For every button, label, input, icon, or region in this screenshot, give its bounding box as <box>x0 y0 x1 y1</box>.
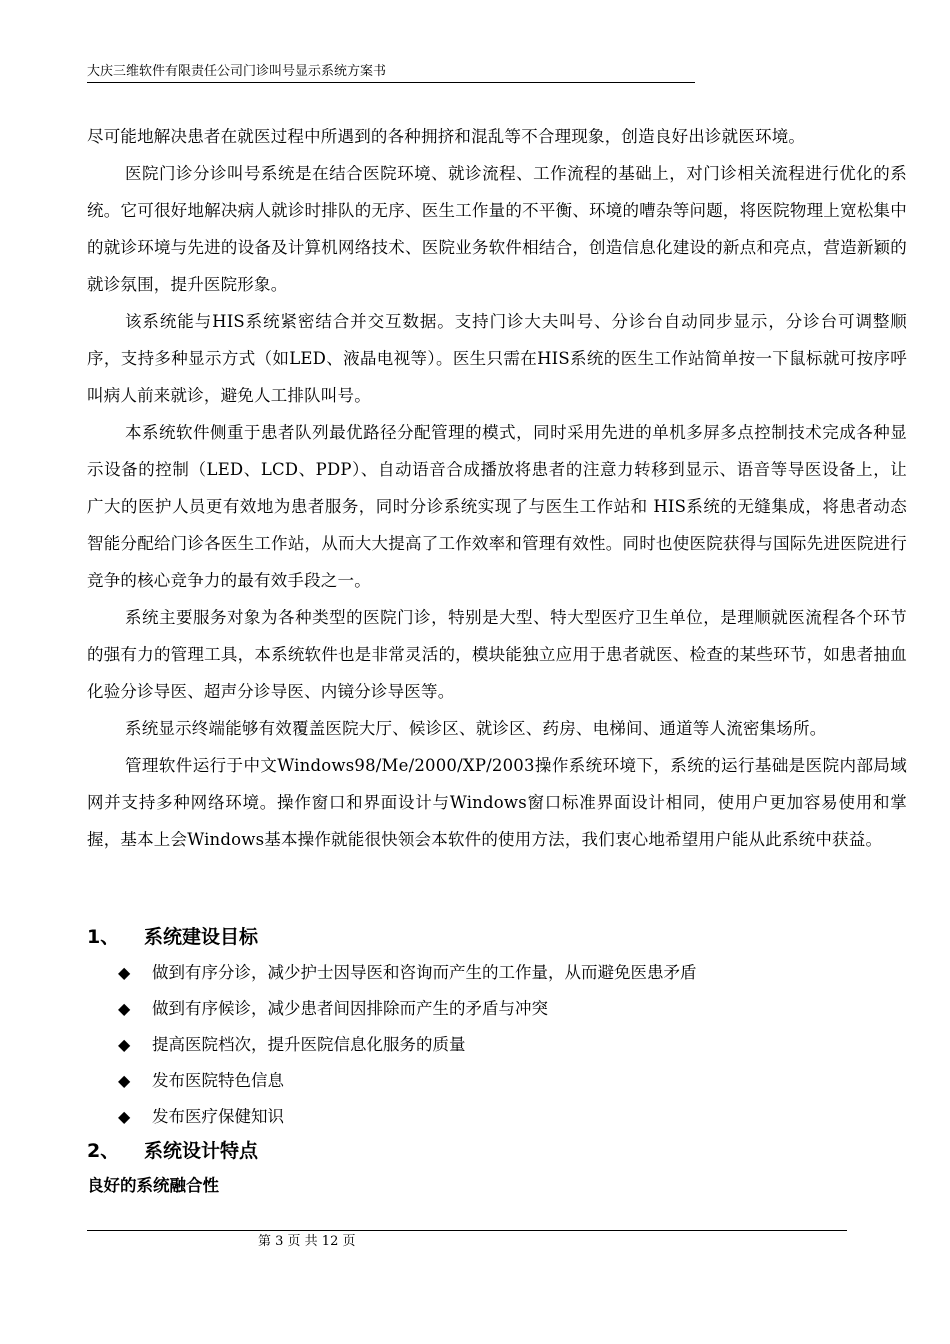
diamond-bullet-icon: ◆ <box>118 1107 131 1126</box>
list-item <box>118 1099 898 1135</box>
footer-divider <box>87 1230 847 1231</box>
goals-list <box>118 955 898 1135</box>
list-item-text: 发布医疗保健知识 <box>152 1107 284 1126</box>
document-header <box>87 62 695 83</box>
body-text <box>87 118 907 858</box>
list-item-text: 做到有序分诊，减少护士因导医和咨询而产生的工作量，从而避免医患矛盾 <box>152 963 697 982</box>
diamond-bullet-icon: ◆ <box>118 1035 131 1054</box>
paragraph-environment: 管理软件运行于中文Windows98/Me/2000/XP/2003操作系统环境下，系统的运行基础是医院内部局域网并支持多种网络环境。操作窗口和界面设计与Windows窗口标准界面设计相同，使用户更加容易使用和掌握，基本上会Windows基本操作就能很快领会本软件的使用方法，我们衷心地希望用户能从此系统中获益。 <box>87 756 907 849</box>
diamond-bullet-icon: ◆ <box>118 1071 131 1090</box>
paragraph-his-integration: 该系统能与HIS系统紧密结合并交互数据。支持门诊大夫叫号、分诊台自动同步显示，分诊台可调整顺序，支持多种显示方式（如LED、液晶电视等）。医生只需在HIS系统的医生工作站简单按一下鼠标就可按序呼叫病人前来就诊，避免人工排队叫号。 <box>87 312 907 405</box>
list-item <box>118 991 898 1027</box>
list-item-text: 做到有序候诊，减少患者间因排除而产生的矛盾与冲突 <box>152 999 548 1018</box>
list-item <box>118 955 898 991</box>
paragraph-service-targets: 系统主要服务对象为各种类型的医院门诊，特别是大型、特大型医疗卫生单位，是理顺就医流程各个环节的强有力的管理工具，本系统软件也是非常灵活的，模块能独立应用于患者就医、检查的某些环节，如患者抽血化验分诊导医、超声分诊导医、内镜分诊导医等。 <box>87 608 907 701</box>
diamond-bullet-icon: ◆ <box>118 963 131 982</box>
header-title: 大庆三维软件有限责任公司门诊叫号显示系统方案书 <box>87 64 387 79</box>
section-heading-goals <box>87 922 907 952</box>
paragraph-display-terminals: 系统显示终端能够有效覆盖医院大厅、候诊区、就诊区、药房、电梯间、通道等人流密集场所。 <box>125 719 827 738</box>
page-number: 第 3 页 共 12 页 <box>258 1234 356 1249</box>
list-item-text: 发布医院特色信息 <box>152 1071 284 1090</box>
paragraph-queue-management: 本系统软件侧重于患者队列最优路径分配管理的模式，同时采用先进的单机多屏多点控制技术完成各种显示设备的控制（LED、LCD、PDP）、自动语音合成播放将患者的注意力转移到显示、语音等导医设备上，让广大的医护人员更有效地为患者服务，同时分诊系统实现了与医生工作站和 HIS系统的无缝集成，将患者动态智能分配给门诊各医生工作站，从而大大提高了工作效率和管理有效性。同时也使医院获得与国际先进医院进行竞争的核心竞争力的最有效手段之一。 <box>87 423 907 590</box>
section-title: 系统设计特点 <box>144 1140 259 1162</box>
section-title: 系统建设目标 <box>144 926 259 948</box>
diamond-bullet-icon: ◆ <box>118 999 131 1018</box>
paragraph-intro: 医院门诊分诊叫号系统是在结合医院环境、就诊流程、工作流程的基础上，对门诊相关流程进行优化的系统。它可很好地解决病人就诊时排队的无序、医生工作量的不平衡、环境的嘈杂等问题，将医院物理上宽松集中的就诊环境与先进的设备及计算机网络技术、医院业务软件相结合，创造信息化建设的新点和亮点，营造新颖的就诊氛围，提升医院形象。 <box>87 164 907 294</box>
section-number: 2、 <box>87 1140 120 1162</box>
section-heading-features <box>87 1136 907 1166</box>
paragraph-continuation: 尽可能地解决患者在就医过程中所遇到的各种拥挤和混乱等不合理现象，创造良好出诊就医环境。 <box>87 127 806 146</box>
list-item-text: 提高医院档次，提升医院信息化服务的质量 <box>152 1035 466 1054</box>
subheading-system-integration: 良好的系统融合性 <box>87 1176 219 1195</box>
section-number: 1、 <box>87 926 120 948</box>
list-item <box>118 1027 898 1063</box>
list-item <box>118 1063 898 1099</box>
